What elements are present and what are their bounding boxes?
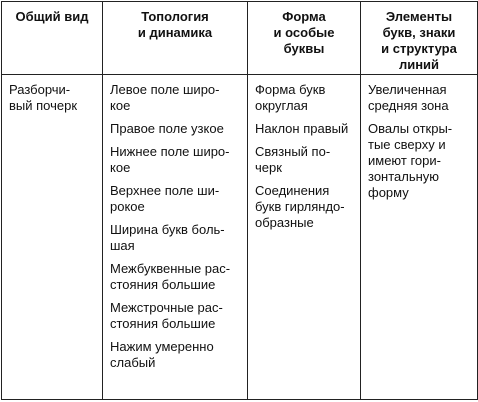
cell-text: вый почерк <box>9 98 78 113</box>
list-item <box>255 183 355 231</box>
list-item <box>255 82 355 114</box>
cell-text: Нажим умеренно <box>110 339 214 354</box>
header-line: и структура <box>381 41 457 56</box>
header-line: Общий вид <box>15 9 89 24</box>
header-line: Топология <box>141 9 209 24</box>
list-item <box>110 222 242 254</box>
cell-text: округлая <box>255 98 308 113</box>
cell-text: тые сверху и <box>368 137 446 152</box>
cell-text: Правое поле узкое <box>110 121 224 136</box>
list-item <box>110 261 242 293</box>
header-general-view <box>2 2 103 75</box>
cell-topology <box>103 75 248 400</box>
cell-text: букв гирляндо- <box>255 199 345 214</box>
handwriting-analysis-table <box>1 1 478 400</box>
cell-text: форму <box>368 185 409 200</box>
cell-text: Форма букв <box>255 82 326 97</box>
list-item <box>255 144 355 176</box>
cell-text: кое <box>110 160 131 175</box>
header-form-letters <box>248 2 361 75</box>
header-line: Форма <box>282 9 326 24</box>
table-row <box>2 75 478 400</box>
list-item <box>255 121 355 137</box>
cell-text: черк <box>255 160 282 175</box>
cell-text: шая <box>110 238 135 253</box>
list-item <box>368 121 472 201</box>
cell-text: средняя зона <box>368 98 449 113</box>
cell-text: стояния большие <box>110 277 216 292</box>
cell-text: Ширина букв боль- <box>110 222 225 237</box>
cell-general-view <box>2 75 103 400</box>
cell-text: Связный по- <box>255 144 331 159</box>
header-line: линий <box>398 57 440 72</box>
cell-text: Верхнее поле ши- <box>110 183 220 198</box>
list-item <box>110 144 242 176</box>
cell-text: зонтальную <box>368 169 440 184</box>
cell-text: Нижнее поле широ- <box>110 144 230 159</box>
list-item <box>110 339 242 371</box>
cell-text: образные <box>255 215 314 230</box>
cell-elements <box>361 75 478 400</box>
cell-text: Овалы откры- <box>368 121 453 136</box>
header-topology-dynamics <box>103 2 248 75</box>
cell-text: Наклон правый <box>255 121 349 136</box>
cell-text: Увеличенная <box>368 82 447 97</box>
cell-text: кое <box>110 98 131 113</box>
list-item <box>110 300 242 332</box>
table-header-row <box>2 2 478 75</box>
list-item <box>9 82 97 114</box>
header-line: букв, знаки <box>382 25 456 40</box>
header-line: буквы <box>283 41 325 56</box>
cell-form <box>248 75 361 400</box>
cell-text: Соединения <box>255 183 330 198</box>
cell-text: слабый <box>110 355 156 370</box>
list-item <box>110 82 242 114</box>
header-line: Элементы <box>385 9 453 24</box>
list-item <box>110 183 242 215</box>
header-line: и динамика <box>137 25 213 40</box>
list-item <box>110 121 242 137</box>
header-elements-structure <box>361 2 478 75</box>
cell-text: Левое поле широ- <box>110 82 220 97</box>
cell-text: имеют гори- <box>368 153 441 168</box>
cell-text: Разборчи- <box>9 82 71 97</box>
cell-text: стояния большие <box>110 316 216 331</box>
cell-text: рокое <box>110 199 145 214</box>
cell-text: Межбуквенные рас- <box>110 261 231 276</box>
cell-text: Межстрочные рас- <box>110 300 223 315</box>
list-item <box>368 82 472 114</box>
header-line: и особые <box>273 25 335 40</box>
